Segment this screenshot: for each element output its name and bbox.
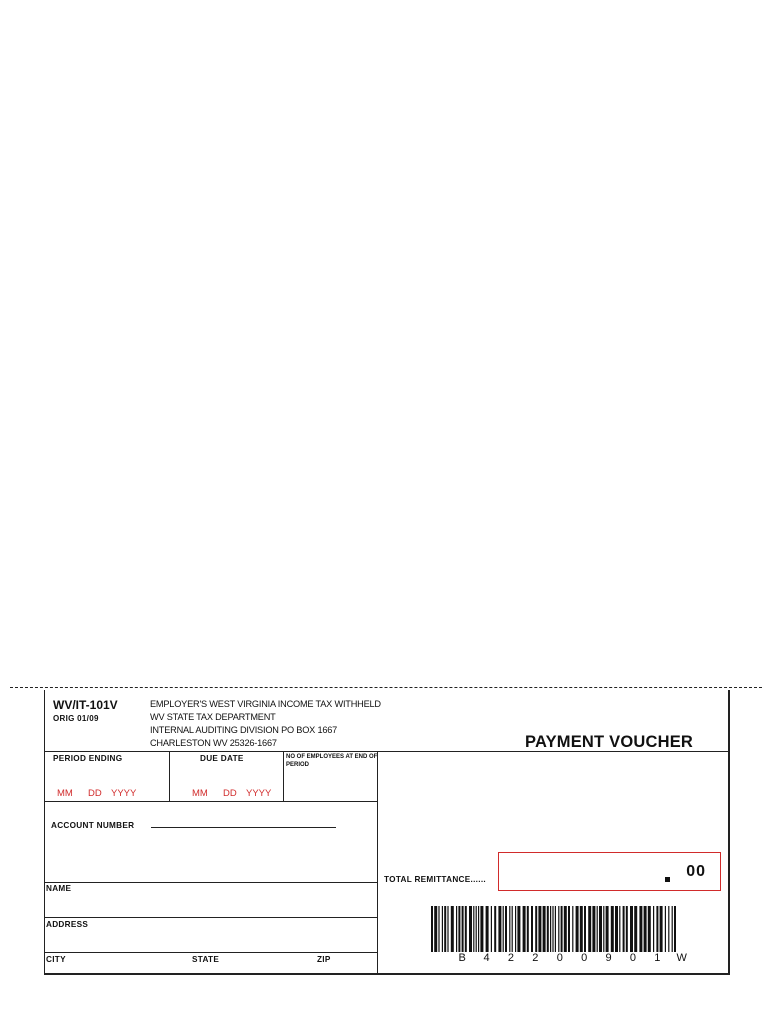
period-ending-dd[interactable]: DD — [88, 788, 102, 799]
header-divider — [45, 751, 728, 752]
barcode-bar — [550, 906, 551, 952]
due-date-yyyy[interactable]: YYYY — [246, 788, 272, 799]
barcode-bar — [626, 906, 628, 952]
barcode-bar — [619, 906, 620, 952]
barcode-bar — [486, 906, 489, 952]
barcode-bar — [538, 906, 541, 952]
barcode-bar — [597, 906, 598, 952]
barcode-image — [431, 906, 679, 952]
barcode-bar — [480, 906, 483, 952]
barcode-bar — [512, 906, 513, 952]
barcode-bar — [476, 906, 477, 952]
barcode-bar — [434, 906, 437, 952]
barcode-bar — [444, 906, 446, 952]
barcode-bar — [653, 906, 654, 952]
barcode-bar — [592, 906, 595, 952]
barcode-bar — [603, 906, 604, 952]
barcode-bar — [564, 906, 567, 952]
barcode-bar — [611, 906, 614, 952]
barcode-bar — [555, 906, 556, 952]
barcode-bar — [503, 906, 504, 952]
barcode-char: 0 — [556, 952, 563, 964]
employees-count-field[interactable] — [286, 770, 376, 800]
barcode-bar — [572, 906, 573, 952]
barcode-bar — [668, 906, 669, 952]
barcode-bar — [491, 906, 492, 952]
barcode-bar — [531, 906, 533, 952]
barcode-bar — [606, 906, 609, 952]
barcode-bar — [458, 906, 460, 952]
barcode-bar — [517, 906, 520, 952]
barcode-char: B — [458, 952, 466, 964]
barcode-bar — [456, 906, 457, 952]
barcode-bar — [431, 906, 433, 952]
barcode-bar — [438, 906, 439, 952]
barcode-bar — [473, 906, 474, 952]
barcode-bar — [451, 906, 454, 952]
due-date-dd[interactable]: DD — [223, 788, 237, 799]
period-due-divider — [169, 751, 170, 801]
zip-label: ZIP — [317, 955, 331, 964]
payment-voucher-form — [44, 690, 730, 975]
barcode-bar — [599, 906, 602, 952]
barcode-bar — [498, 906, 501, 952]
barcode-char: 1 — [654, 952, 661, 964]
period-ending-mm[interactable]: MM — [57, 788, 73, 799]
employees-count-label: NO OF EMPLOYEES AT END OF PERIOD — [286, 754, 378, 768]
barcode-bar — [523, 906, 526, 952]
barcode-bar — [478, 906, 479, 952]
barcode-bar — [630, 906, 633, 952]
form-revision: ORIG 01/09 — [53, 714, 99, 723]
barcode-bar — [469, 906, 472, 952]
barcode-bar — [494, 906, 496, 952]
barcode-char: 9 — [605, 952, 612, 964]
remittance-cents: 00 — [686, 863, 706, 880]
barcode-bar — [584, 906, 586, 952]
state-label: STATE — [192, 955, 220, 964]
name-field[interactable] — [45, 894, 375, 916]
city-row-top — [45, 952, 377, 953]
barcode-bar — [580, 906, 583, 952]
barcode-bar — [462, 906, 464, 952]
barcode-bar — [644, 906, 647, 952]
barcode-bar — [665, 906, 666, 952]
total-remittance-field[interactable] — [498, 852, 721, 891]
account-number-field[interactable] — [151, 827, 336, 828]
barcode-bar — [535, 906, 537, 952]
agency-line-1: EMPLOYER'S WEST VIRGINIA INCOME TAX WITHHELD — [150, 699, 381, 709]
barcode-bar — [465, 906, 467, 952]
barcode-char: 0 — [581, 952, 588, 964]
barcode-bar — [660, 906, 663, 952]
barcode-bar — [509, 906, 510, 952]
barcode-bar — [588, 906, 591, 952]
due-date-label: DUE DATE — [200, 754, 244, 763]
barcode-bar — [672, 906, 673, 952]
barcode-bar — [505, 906, 507, 952]
decimal-point — [665, 877, 670, 882]
barcode-bar — [639, 906, 642, 952]
barcode-bar — [576, 906, 579, 952]
barcode-char: 2 — [507, 952, 515, 964]
agency-line-4: CHARLESTON WV 25326-1667 — [150, 738, 277, 748]
barcode-bar — [615, 906, 618, 952]
barcode-bar — [656, 906, 658, 952]
barcode-bar — [558, 906, 559, 952]
barcode-bar — [447, 906, 448, 952]
total-remittance-label: TOTAL REMITTANCE...... — [384, 875, 486, 884]
barcode-bar — [543, 906, 546, 952]
tear-off-cut-line — [10, 687, 762, 688]
barcode-bar — [442, 906, 443, 952]
barcode-bar — [527, 906, 529, 952]
barcode-char: W — [676, 952, 687, 964]
due-employees-divider — [283, 751, 284, 801]
barcode-bar — [623, 906, 625, 952]
name-row-top — [45, 882, 377, 883]
barcode-bar — [552, 906, 553, 952]
left-section-divider — [377, 751, 378, 973]
form-id: WV/IT-101V — [53, 698, 118, 712]
agency-line-2: WV STATE TAX DEPARTMENT — [150, 712, 276, 722]
barcode-bar — [648, 906, 651, 952]
barcode-char: 2 — [532, 952, 539, 964]
address-row-top — [45, 917, 377, 918]
city-label: CITY — [46, 955, 66, 964]
due-date-mm[interactable]: MM — [192, 788, 208, 799]
voucher-title: PAYMENT VOUCHER — [525, 733, 694, 751]
period-ending-yyyy[interactable]: YYYY — [111, 788, 137, 799]
barcode-bar — [515, 906, 516, 952]
name-label: NAME — [46, 884, 72, 893]
dates-row-divider — [45, 801, 377, 802]
address-field[interactable] — [45, 930, 375, 951]
barcode-bar — [568, 906, 570, 952]
barcode-bar — [634, 906, 637, 952]
barcode-bar — [547, 906, 549, 952]
address-label: ADDRESS — [46, 920, 89, 929]
barcode-char: 0 — [629, 952, 636, 964]
barcode-text — [450, 952, 694, 964]
barcode-char: 4 — [483, 952, 490, 964]
period-ending-label: PERIOD ENDING — [53, 754, 123, 763]
barcode-bar — [674, 906, 676, 952]
agency-line-3: INTERNAL AUDITING DIVISION PO BOX 1667 — [150, 725, 338, 735]
barcode-bar — [561, 906, 563, 952]
account-number-label: ACCOUNT NUMBER — [51, 821, 135, 830]
